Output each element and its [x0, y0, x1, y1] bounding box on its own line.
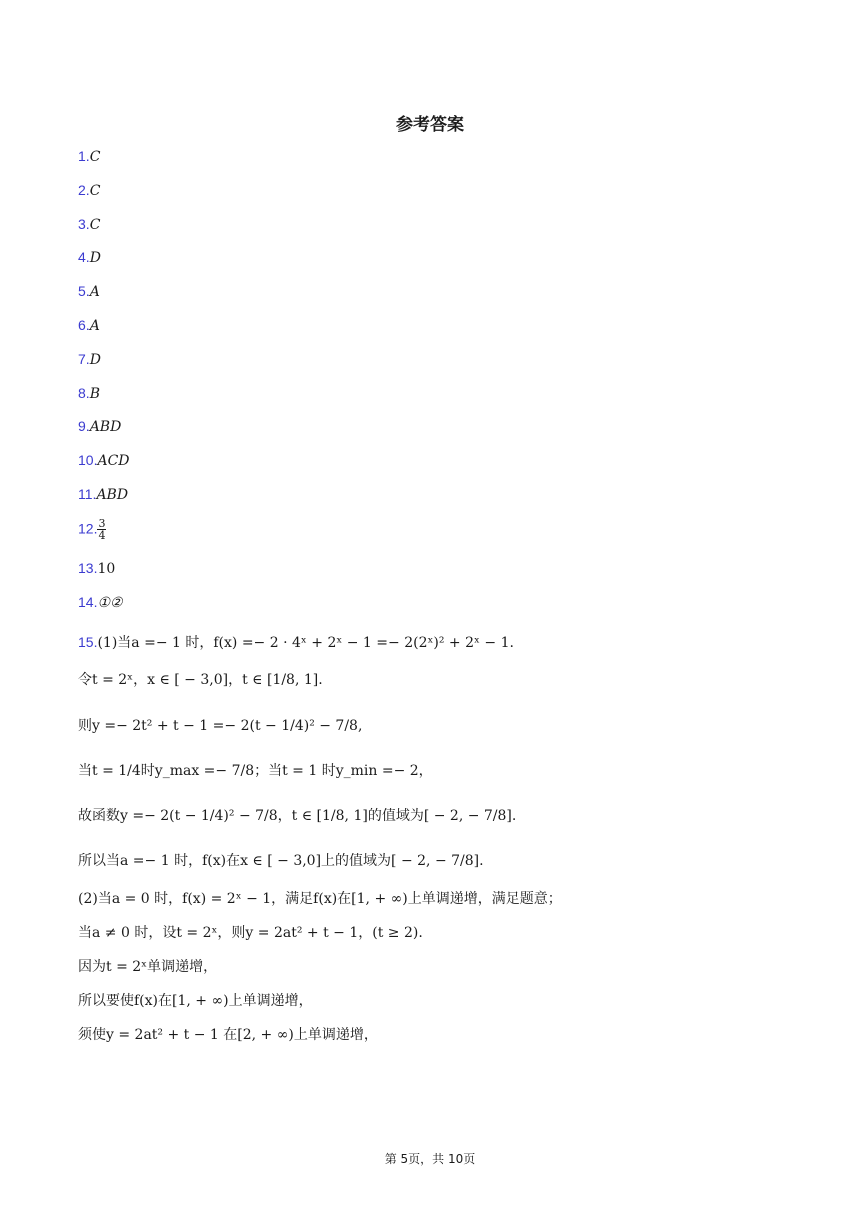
answer-item [78, 281, 798, 315]
page-title: 参考答案 [396, 115, 464, 135]
answer-value: A [89, 317, 100, 334]
answer-item [78, 315, 798, 349]
fraction-numerator: 3 [98, 516, 106, 530]
answer-item-13 [78, 558, 798, 592]
question-number: 15. [78, 634, 98, 650]
solution-line-1 [78, 632, 818, 653]
question-number: 2. [78, 181, 90, 198]
answer-value: ①② [97, 594, 123, 611]
answer-item-12 [78, 518, 798, 558]
question-number: 14. [78, 593, 98, 610]
answer-fraction [97, 518, 106, 541]
solution-line-2: 令t = 2ˣ，x ∈ [ − 3,0]，t ∈ [1/8, 1]. [78, 672, 323, 688]
answer-value: C [89, 149, 101, 165]
answer-item [78, 349, 798, 383]
solution-line-6: 所以当a =− 1 时，f(x)在x ∈ [ − 3,0]上的值域为[ − 2, − 7/8]. [78, 853, 484, 869]
solution-line-7: (2)当a = 0 时，f(x) = 2ˣ − 1，满足f(x)在[1, + ∞)上单调递增，满足题意； [78, 891, 562, 907]
solution-line-11: 须使y = 2at² + t − 1 在[2, + ∞)上单调递增， [78, 1027, 378, 1043]
page-footer: 第 5页，共 10页 [384, 1152, 476, 1166]
question-number: 3. [78, 215, 90, 232]
answer-value: ABD [96, 486, 129, 503]
answer-item [78, 484, 798, 518]
question-number: 12. [78, 520, 98, 537]
answer-value: C [89, 182, 101, 199]
answer-item [78, 383, 798, 417]
solution-line-4: 当t = 1/4时y_max =− 7/8；当t = 1 时y_min =− 2， [78, 763, 433, 779]
answer-value: 10 [97, 560, 116, 577]
answer-value: D [89, 351, 101, 368]
solution-line-9: 因为t = 2ˣ单调递增， [78, 959, 218, 975]
solution-line-5: 故函数y =− 2(t − 1/4)² − 7/8，t ∈ [1/8, 1]的值域为[ − 2, − 7/8]. [78, 808, 517, 824]
question-number: 9. [78, 418, 90, 435]
question-number: 13. [78, 559, 98, 576]
answer-item [78, 146, 798, 180]
solution-text: (1)当a =− 1 时，f(x) =− 2 · 4ˣ + 2ˣ − 1 =− 2(2ˣ)² + 2ˣ − 1. [97, 635, 514, 651]
question-number: 7. [78, 350, 90, 367]
answer-value: D [89, 250, 101, 267]
answer-value: ACD [97, 453, 130, 470]
answer-item [78, 214, 798, 248]
solution-line-3: 则y =− 2t² + t − 1 =− 2(t − 1/4)² − 7/8, [78, 718, 363, 734]
solution-line-10: 所以要使f(x)在[1, + ∞)上单调递增， [78, 993, 313, 1009]
answer-item [78, 247, 798, 281]
question-number: 1. [78, 148, 90, 164]
answer-item [78, 180, 798, 214]
answer-item [78, 416, 798, 450]
question-number: 8. [78, 384, 90, 401]
question-number: 4. [78, 249, 90, 266]
answer-value: B [89, 385, 100, 402]
answer-item-14 [78, 592, 798, 626]
answer-value: A [89, 284, 100, 301]
question-number: 5. [78, 283, 90, 300]
question-number: 6. [78, 316, 90, 333]
answer-item [78, 450, 798, 484]
answer-value: C [89, 216, 101, 233]
question-number: 10. [78, 452, 98, 469]
question-number: 11. [78, 485, 97, 502]
answer-value: ABD [89, 419, 122, 436]
answer-list [78, 146, 798, 625]
fraction-denominator: 4 [98, 528, 106, 542]
solution-line-8: 当a ≠ 0 时，设t = 2ˣ，则y = 2at² + t − 1，(t ≥ 2). [78, 925, 423, 941]
